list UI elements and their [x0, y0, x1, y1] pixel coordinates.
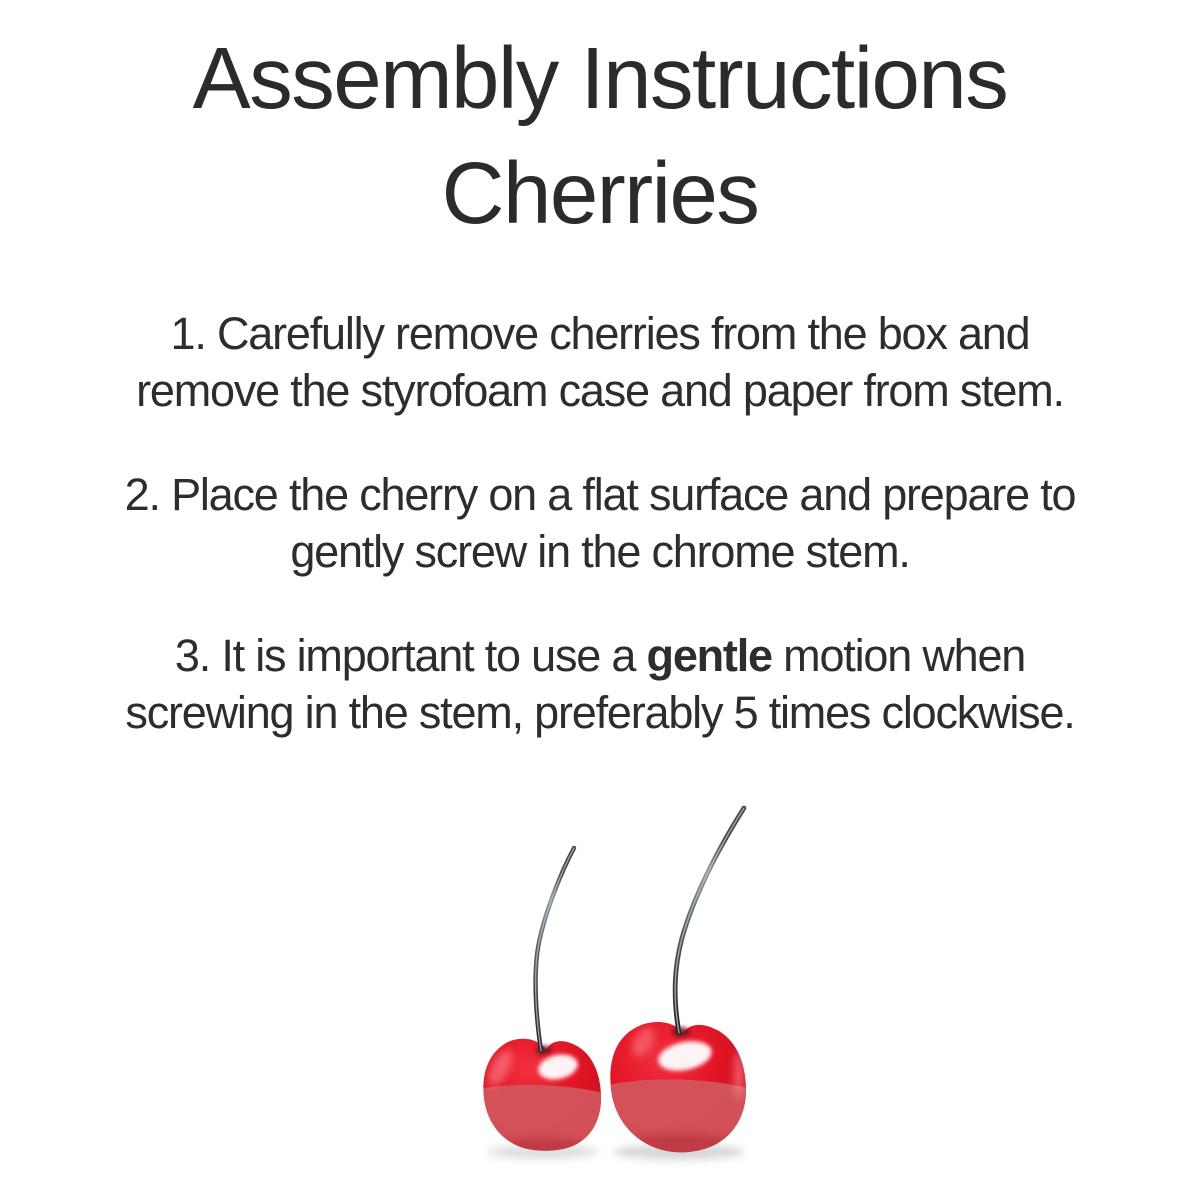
- page-title-line-1: Assembly Instructions: [192, 30, 1008, 127]
- step-3-text-before-bold: 3. It is important to use a: [174, 630, 647, 681]
- large-cherry-stem: [675, 808, 744, 1033]
- small-cherry: [466, 848, 612, 1170]
- step-3-line-1: [104, 627, 1096, 684]
- step-2-line-2: gently screw in the chrome stem.: [290, 526, 910, 577]
- small-cherry-stem-sheen: [536, 848, 574, 1051]
- instruction-step-3: [104, 627, 1096, 741]
- step-3-bold-word: gentle: [646, 630, 772, 681]
- instruction-step-2: [104, 466, 1096, 580]
- step-3-line-2: screwing in the stem, preferably 5 times clockwise.: [125, 687, 1075, 738]
- small-cherry-stem: [536, 848, 574, 1051]
- step-1-line-2: remove the styrofoam case and paper from stem.: [136, 365, 1064, 416]
- page-title: [0, 0, 1200, 251]
- instruction-step-1: [104, 305, 1096, 419]
- page-title-line-2: Cherries: [441, 145, 759, 242]
- step-1-line-1: 1. Carefully remove cherries from the box and: [170, 308, 1030, 359]
- step-3-text-after-bold: motion when: [771, 630, 1026, 681]
- large-cherry: [595, 808, 760, 1170]
- step-2-line-1: 2. Place the cherry on a flat surface and prepare to: [124, 469, 1076, 520]
- cherries-photo: [0, 770, 1200, 1200]
- instructions-list: [0, 305, 1200, 741]
